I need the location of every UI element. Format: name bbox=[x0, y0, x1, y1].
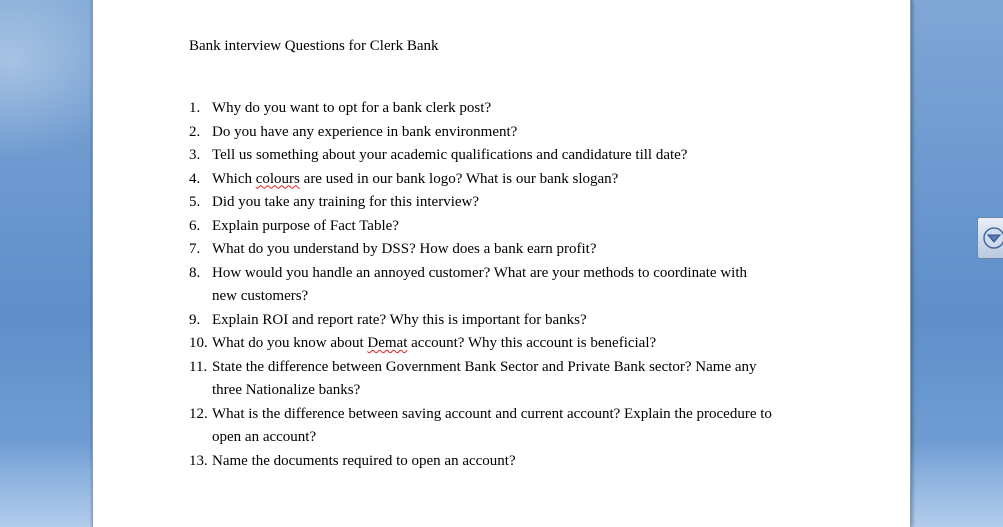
text-segment: are used in our bank logo? What is our bank slogan? bbox=[299, 170, 619, 187]
list-item bbox=[189, 121, 829, 145]
list-item bbox=[189, 309, 829, 333]
misspelled-word[interactable]: colours bbox=[255, 170, 300, 187]
list-item-number: 6. bbox=[189, 217, 201, 234]
chevron-down-icon bbox=[982, 226, 1003, 250]
list-item-text: Name the documents required to open an account? bbox=[212, 452, 516, 469]
list-item-text-continued: three Nationalize banks? bbox=[212, 382, 361, 398]
list-item-text: Explain purpose of Fact Table? bbox=[212, 217, 399, 234]
list-item-number: 8. bbox=[189, 264, 201, 281]
list-item bbox=[189, 403, 829, 450]
misspelled-word[interactable]: Demat bbox=[367, 335, 408, 351]
text-segment: Which bbox=[212, 170, 256, 187]
list-item-text: State the difference between Government Bank Sector and Private Bank sector? Name any bbox=[212, 358, 757, 375]
list-item-text-continued: new customers? bbox=[212, 288, 309, 304]
list-item bbox=[189, 262, 829, 309]
list-item-text: Explain ROI and report rate? Why this is important for banks? bbox=[212, 311, 587, 328]
document-title: Bank interview Questions for Clerk Bank bbox=[189, 38, 439, 54]
list-item bbox=[189, 144, 829, 168]
text-segment: account? Why this account is beneficial? bbox=[407, 335, 657, 351]
question-list bbox=[189, 97, 829, 473]
list-item-text: Do you have any experience in bank environment? bbox=[212, 123, 518, 140]
document-page[interactable] bbox=[92, 0, 911, 527]
list-item-number: 10. bbox=[189, 335, 208, 351]
list-item-text-continued: open an account? bbox=[212, 429, 317, 445]
list-item-number: 13. bbox=[189, 452, 208, 469]
list-item-text bbox=[212, 332, 829, 356]
list-item bbox=[189, 168, 829, 192]
list-item bbox=[189, 97, 829, 121]
list-item-number: 2. bbox=[189, 123, 201, 140]
list-item-number: 4. bbox=[189, 170, 201, 187]
list-item bbox=[189, 215, 829, 239]
text-segment: What do you know about bbox=[212, 335, 368, 351]
list-item-number: 12. bbox=[189, 405, 208, 422]
list-item bbox=[189, 191, 829, 215]
list-item-text bbox=[212, 168, 829, 192]
list-item-number: 11. bbox=[189, 358, 208, 375]
list-item bbox=[189, 238, 829, 262]
list-item-text: What do you understand by DSS? How does a bank earn profit? bbox=[212, 241, 597, 257]
list-item-number: 3. bbox=[189, 147, 201, 163]
list-item-number: 7. bbox=[189, 241, 201, 257]
list-item-text: What is the difference between saving account and current account? Explain the procedure to bbox=[212, 405, 772, 422]
list-item-number: 5. bbox=[189, 194, 201, 210]
list-item-text: Why do you want to opt for a bank clerk post? bbox=[212, 100, 492, 116]
list-item bbox=[189, 332, 829, 356]
list-item-text: How would you handle an annoyed customer? What are your methods to coordinate with bbox=[212, 264, 747, 281]
list-item bbox=[189, 450, 829, 474]
list-item bbox=[189, 356, 829, 403]
list-item-number: 9. bbox=[189, 311, 201, 328]
side-panel-toggle-button[interactable] bbox=[977, 217, 1003, 259]
list-item-text: Tell us something about your academic qualifications and candidature till date? bbox=[212, 147, 688, 163]
list-item-number: 1. bbox=[189, 100, 201, 116]
list-item-text: Did you take any training for this interview? bbox=[212, 194, 480, 210]
